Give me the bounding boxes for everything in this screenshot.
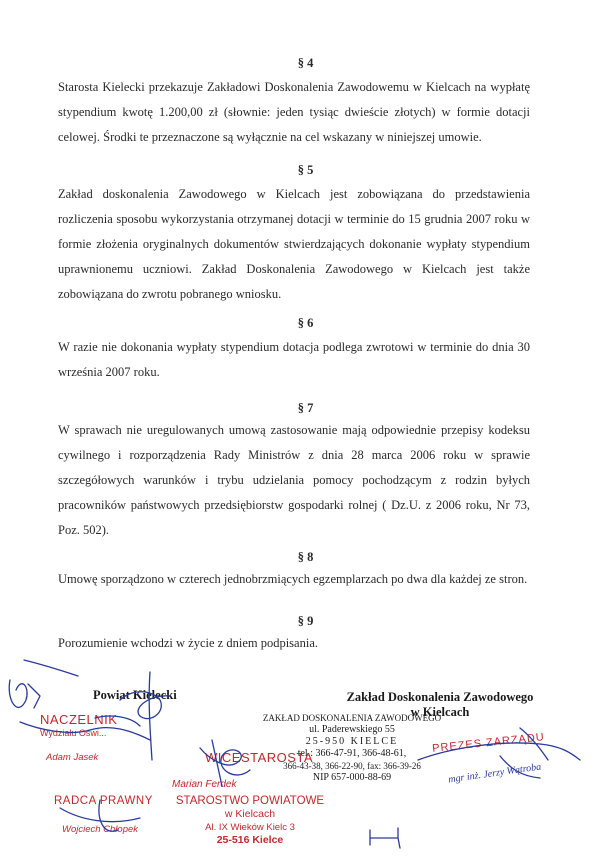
section-8-number: § 8: [297, 550, 314, 564]
section-9-text: Porozumienie wchodzi w życie z dniem podpisania.: [58, 636, 318, 650]
naczelnik-stamp-title: NACZELNIK: [40, 712, 118, 727]
section-5-number: § 5: [297, 163, 314, 177]
section-6-text: W razie nie dokonania wypłaty stypendium dotacja podlega zwrotowi w terminie do dnia 30 września 2007 roku.: [58, 340, 530, 379]
starostwo-stamp-line3: Al. IX Wieków Kielc 3: [205, 822, 295, 833]
zdz-stamp-street: ul. Paderewskiego 55: [309, 724, 395, 735]
section-4-number: § 4: [297, 56, 314, 70]
left-party-label: Powiat Kielecki: [93, 688, 177, 702]
zdz-stamp-tel: tel.: 366-47-91, 366-48-61,: [297, 748, 407, 759]
right-party-line2: w Kielcach: [410, 705, 470, 719]
wicestarosta-stamp-title: WICESTAROSTA: [205, 750, 314, 765]
zdz-stamp-name: ZAKŁAD DOSKONALENIA ZAWODOWEGO: [262, 713, 442, 723]
starostwo-stamp-line4: 25-516 Kielce: [216, 834, 284, 846]
section-6-number: § 6: [297, 316, 314, 330]
right-party-line1: Zakład Doskonalenia Zawodowego: [346, 690, 534, 704]
wicestarosta-stamp-name: Marian Ferdek: [172, 779, 237, 790]
zdz-stamp-postal: 25-950 KIELCE: [305, 736, 399, 747]
zdz-stamp: [262, 712, 442, 784]
section-5-text: Zakład doskonalenia Zawodowego w Kielcach jest zobowiązana do przedstawienia rozliczenia sposobu wykorzystania otrzymanej dotacji w terminie do 15 grudnia 2007 roku w formie złożenia oryginalnych dokumentów stwierdzających dokonanie wypłaty stypendium uprawnionemu uczniowi. Zakład Doskonalenia Zawodowego w Kielcach jest także zobowiązana do zwrotu pobranego wniosku.: [58, 187, 530, 301]
zdz-stamp-nip: NIP 657-000-88-69: [312, 772, 392, 783]
naczelnik-stamp-name: Adam Jasek: [46, 752, 99, 763]
starostwo-stamp: [175, 795, 325, 847]
radca-stamp-name: Wojciech Chłopek: [62, 824, 139, 835]
prezes-stamp-title: PREZES ZARZĄDU: [431, 731, 546, 755]
section-7-text: W sprawach nie uregulowanych umową zastosowanie mają odpowiednie przepisy kodeksu cywilnego i rozporządzenia Rady Ministrów z dnia 28 marca 2006 roku w sprawie szczegółowych warunków i trybu udzielania pomocy pochodzącym z rodzin byłych pracowników państwowych przedsiębiorstw gospodarki rolnej ( Dz.U. z 2006 roku, Nr 73, Poz. 502).: [58, 423, 530, 537]
section-8-text: Umowę sporządzono w czterech jednobrzmiących egzemplarzach po dwa dla każdej ze stron.: [58, 572, 528, 586]
starostwo-stamp-line1: STAROSTWO POWIATOWE: [175, 795, 325, 807]
prezes-stamp-name: mgr inż. Jerzy Wątroba: [447, 761, 542, 786]
section-9-number: § 9: [297, 614, 314, 628]
mark-bottom-right: [370, 828, 400, 848]
naczelnik-stamp-dept: Wydziału Oświ...: [40, 728, 107, 738]
signature-powiat: [120, 672, 170, 760]
starostwo-stamp-line2: w Kielcach: [224, 808, 276, 820]
zdz-stamp-tel2: 366-43-38, 366-22-90, fax: 366-39-26: [283, 761, 421, 771]
signature-left-top: [9, 660, 78, 708]
radca-stamp-title: RADCA PRAWNY: [54, 795, 153, 807]
section-7-number: § 7: [297, 401, 314, 415]
section-4-text: Starosta Kielecki przekazuje Zakładowi Doskonalenia Zawodowemu w Kielcach na wypłatę stypendium kwotę 1.200,00 zł (słownie: jeden tysiąc dwieście złotych) w formie dotacji celowej. Środki te przeznaczone są wyłącznie na cel wskazany w niniejszej umowie.: [58, 80, 530, 144]
